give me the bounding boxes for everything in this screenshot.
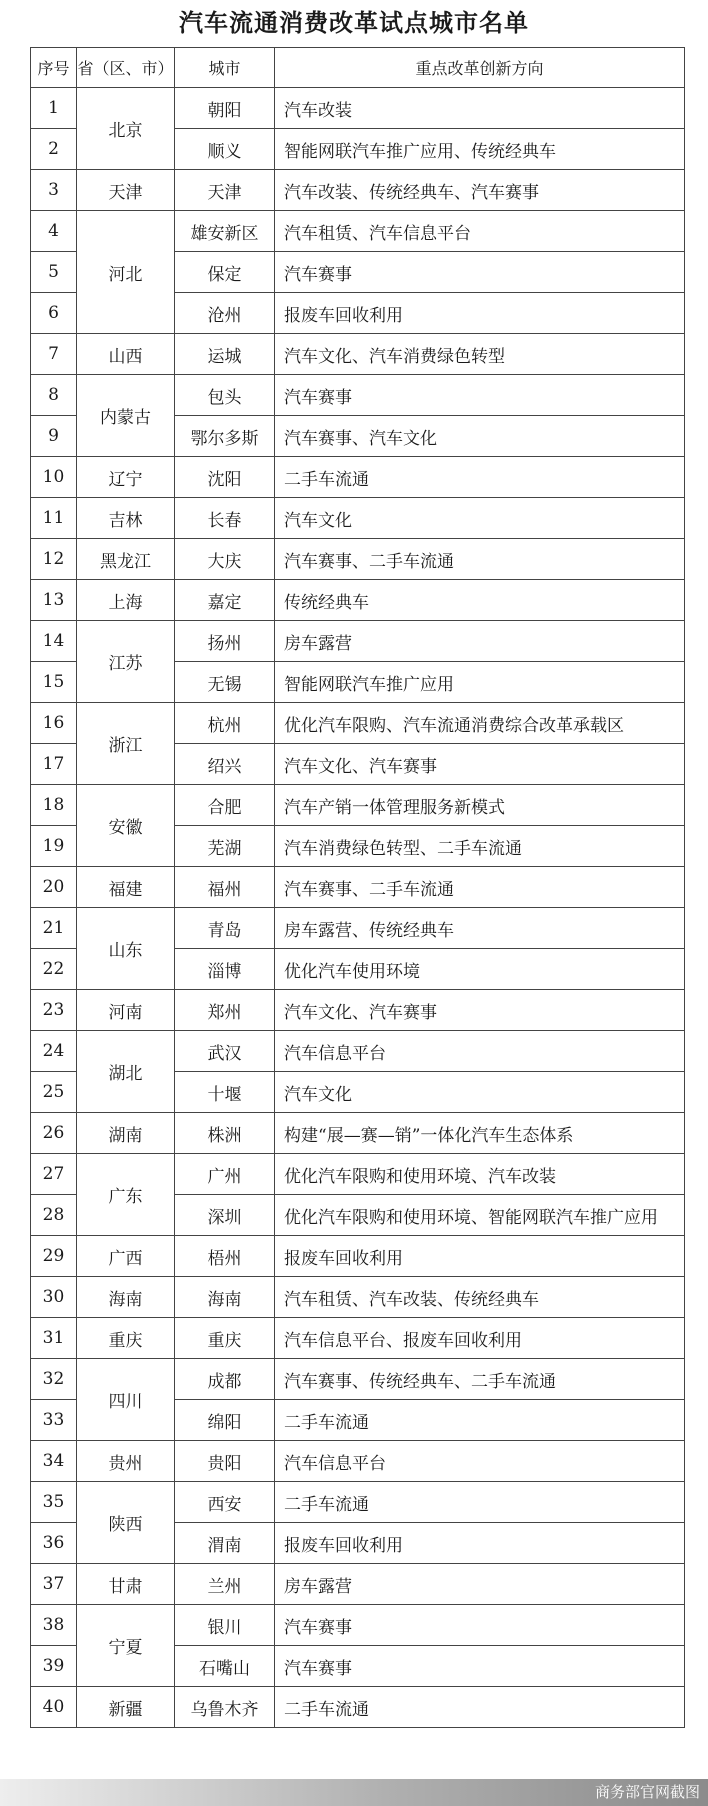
city-cell: 合肥 xyxy=(175,785,275,826)
city-cell: 淄博 xyxy=(175,949,275,990)
direction-cell: 二手车流通 xyxy=(275,1687,685,1728)
row-number: 9 xyxy=(31,416,77,457)
direction-cell: 汽车赛事、二手车流通 xyxy=(275,539,685,580)
direction-cell: 汽车租赁、汽车信息平台 xyxy=(275,211,685,252)
table-row xyxy=(31,580,685,621)
table-row xyxy=(31,1482,685,1523)
direction-cell: 优化汽车限购和使用环境、汽车改装 xyxy=(275,1154,685,1195)
direction-cell: 优化汽车限购和使用环境、智能网联汽车推广应用 xyxy=(275,1195,685,1236)
city-cell: 嘉定 xyxy=(175,580,275,621)
row-number: 17 xyxy=(31,744,77,785)
row-number: 35 xyxy=(31,1482,77,1523)
direction-cell: 汽车消费绿色转型、二手车流通 xyxy=(275,826,685,867)
table-row xyxy=(31,785,685,826)
table-row xyxy=(31,498,685,539)
province-cell: 山东 xyxy=(77,908,175,990)
city-cell: 运城 xyxy=(175,334,275,375)
table-row xyxy=(31,703,685,744)
province-cell: 湖北 xyxy=(77,1031,175,1113)
city-cell: 石嘴山 xyxy=(175,1646,275,1687)
province-cell: 重庆 xyxy=(77,1318,175,1359)
direction-cell: 房车露营 xyxy=(275,621,685,662)
city-cell: 深圳 xyxy=(175,1195,275,1236)
city-cell: 海南 xyxy=(175,1277,275,1318)
city-cell: 十堰 xyxy=(175,1072,275,1113)
row-number: 18 xyxy=(31,785,77,826)
province-cell: 北京 xyxy=(77,88,175,170)
table-row xyxy=(31,375,685,416)
row-number: 30 xyxy=(31,1277,77,1318)
province-cell: 四川 xyxy=(77,1359,175,1441)
city-cell: 乌鲁木齐 xyxy=(175,1687,275,1728)
direction-cell: 优化汽车限购、汽车流通消费综合改革承载区 xyxy=(275,703,685,744)
row-number: 15 xyxy=(31,662,77,703)
direction-cell: 汽车文化 xyxy=(275,1072,685,1113)
direction-cell: 汽车文化、汽车赛事 xyxy=(275,990,685,1031)
row-number: 10 xyxy=(31,457,77,498)
header-direction: 重点改革创新方向 xyxy=(275,48,685,88)
direction-cell: 二手车流通 xyxy=(275,457,685,498)
row-number: 20 xyxy=(31,867,77,908)
row-number: 36 xyxy=(31,1523,77,1564)
row-number: 14 xyxy=(31,621,77,662)
direction-cell: 二手车流通 xyxy=(275,1482,685,1523)
row-number: 2 xyxy=(31,129,77,170)
city-cell: 广州 xyxy=(175,1154,275,1195)
province-cell: 甘肃 xyxy=(77,1564,175,1605)
province-cell: 河北 xyxy=(77,211,175,334)
table-row xyxy=(31,170,685,211)
city-cell: 成都 xyxy=(175,1359,275,1400)
direction-cell: 报废车回收利用 xyxy=(275,293,685,334)
direction-cell: 汽车租赁、汽车改装、传统经典车 xyxy=(275,1277,685,1318)
city-cell: 沈阳 xyxy=(175,457,275,498)
table-row xyxy=(31,334,685,375)
province-cell: 新疆 xyxy=(77,1687,175,1728)
row-number: 39 xyxy=(31,1646,77,1687)
table-row xyxy=(31,1687,685,1728)
row-number: 1 xyxy=(31,88,77,129)
row-number: 7 xyxy=(31,334,77,375)
table-header-row xyxy=(31,48,685,88)
table-row xyxy=(31,621,685,662)
row-number: 12 xyxy=(31,539,77,580)
header-city: 城市 xyxy=(175,48,275,88)
province-cell: 辽宁 xyxy=(77,457,175,498)
province-cell: 安徽 xyxy=(77,785,175,867)
direction-cell: 构建“展—赛—销”一体化汽车生态体系 xyxy=(275,1113,685,1154)
row-number: 11 xyxy=(31,498,77,539)
watermark-text: 商务部官网截图 xyxy=(594,1783,700,1801)
direction-cell: 汽车赛事 xyxy=(275,375,685,416)
row-number: 25 xyxy=(31,1072,77,1113)
table-row xyxy=(31,1113,685,1154)
row-number: 28 xyxy=(31,1195,77,1236)
page-title: 汽车流通消费改革试点城市名单 xyxy=(179,8,529,37)
province-cell: 江苏 xyxy=(77,621,175,703)
province-cell: 广东 xyxy=(77,1154,175,1236)
table-row xyxy=(31,1318,685,1359)
direction-cell: 汽车文化、汽车赛事 xyxy=(275,744,685,785)
row-number: 3 xyxy=(31,170,77,211)
province-cell: 吉林 xyxy=(77,498,175,539)
province-cell: 山西 xyxy=(77,334,175,375)
direction-cell: 智能网联汽车推广应用 xyxy=(275,662,685,703)
direction-cell: 汽车信息平台 xyxy=(275,1031,685,1072)
direction-cell: 报废车回收利用 xyxy=(275,1236,685,1277)
table-row xyxy=(31,1236,685,1277)
direction-cell: 汽车赛事、传统经典车、二手车流通 xyxy=(275,1359,685,1400)
table-row xyxy=(31,1564,685,1605)
direction-cell: 汽车产销一体管理服务新模式 xyxy=(275,785,685,826)
row-number: 27 xyxy=(31,1154,77,1195)
city-cell: 兰州 xyxy=(175,1564,275,1605)
province-cell: 内蒙古 xyxy=(77,375,175,457)
row-number: 16 xyxy=(31,703,77,744)
direction-cell: 汽车文化 xyxy=(275,498,685,539)
city-cell: 武汉 xyxy=(175,1031,275,1072)
city-cell: 渭南 xyxy=(175,1523,275,1564)
city-cell: 福州 xyxy=(175,867,275,908)
city-cell: 朝阳 xyxy=(175,88,275,129)
table-row xyxy=(31,1277,685,1318)
row-number: 23 xyxy=(31,990,77,1031)
city-cell: 顺义 xyxy=(175,129,275,170)
table-row xyxy=(31,908,685,949)
province-cell: 湖南 xyxy=(77,1113,175,1154)
city-cell: 大庆 xyxy=(175,539,275,580)
table-row xyxy=(31,1441,685,1482)
direction-cell: 智能网联汽车推广应用、传统经典车 xyxy=(275,129,685,170)
direction-cell: 汽车赛事 xyxy=(275,252,685,293)
direction-cell: 报废车回收利用 xyxy=(275,1523,685,1564)
direction-cell: 汽车信息平台、报废车回收利用 xyxy=(275,1318,685,1359)
direction-cell: 汽车改装 xyxy=(275,88,685,129)
province-cell: 天津 xyxy=(77,170,175,211)
city-cell: 保定 xyxy=(175,252,275,293)
row-number: 8 xyxy=(31,375,77,416)
direction-cell: 汽车信息平台 xyxy=(275,1441,685,1482)
province-cell: 浙江 xyxy=(77,703,175,785)
city-cell: 无锡 xyxy=(175,662,275,703)
direction-cell: 汽车赛事、二手车流通 xyxy=(275,867,685,908)
row-number: 4 xyxy=(31,211,77,252)
city-cell: 雄安新区 xyxy=(175,211,275,252)
direction-cell: 汽车文化、汽车消费绿色转型 xyxy=(275,334,685,375)
direction-cell: 优化汽车使用环境 xyxy=(275,949,685,990)
city-cell: 天津 xyxy=(175,170,275,211)
row-number: 38 xyxy=(31,1605,77,1646)
city-cell: 芜湖 xyxy=(175,826,275,867)
header-number: 序号 xyxy=(31,48,77,88)
city-cell: 绍兴 xyxy=(175,744,275,785)
city-cell: 西安 xyxy=(175,1482,275,1523)
city-cell: 包头 xyxy=(175,375,275,416)
province-cell: 河南 xyxy=(77,990,175,1031)
row-number: 32 xyxy=(31,1359,77,1400)
table-row xyxy=(31,457,685,498)
city-cell: 杭州 xyxy=(175,703,275,744)
province-cell: 福建 xyxy=(77,867,175,908)
row-number: 29 xyxy=(31,1236,77,1277)
direction-cell: 传统经典车 xyxy=(275,580,685,621)
city-cell: 贵阳 xyxy=(175,1441,275,1482)
row-number: 37 xyxy=(31,1564,77,1605)
province-cell: 宁夏 xyxy=(77,1605,175,1687)
city-cell: 绵阳 xyxy=(175,1400,275,1441)
table-row xyxy=(31,211,685,252)
province-cell: 海南 xyxy=(77,1277,175,1318)
row-number: 6 xyxy=(31,293,77,334)
city-cell: 青岛 xyxy=(175,908,275,949)
table-body xyxy=(31,88,685,1728)
row-number: 34 xyxy=(31,1441,77,1482)
city-cell: 梧州 xyxy=(175,1236,275,1277)
row-number: 21 xyxy=(31,908,77,949)
row-number: 26 xyxy=(31,1113,77,1154)
row-number: 33 xyxy=(31,1400,77,1441)
row-number: 31 xyxy=(31,1318,77,1359)
city-cell: 长春 xyxy=(175,498,275,539)
city-cell: 扬州 xyxy=(175,621,275,662)
city-cell: 株洲 xyxy=(175,1113,275,1154)
province-cell: 上海 xyxy=(77,580,175,621)
row-number: 24 xyxy=(31,1031,77,1072)
watermark-bar xyxy=(0,1779,708,1806)
city-cell: 重庆 xyxy=(175,1318,275,1359)
direction-cell: 房车露营 xyxy=(275,1564,685,1605)
direction-cell: 汽车赛事、汽车文化 xyxy=(275,416,685,457)
province-cell: 黑龙江 xyxy=(77,539,175,580)
table-row xyxy=(31,1605,685,1646)
pilot-city-table xyxy=(30,47,685,1728)
table-row xyxy=(31,1031,685,1072)
province-cell: 广西 xyxy=(77,1236,175,1277)
table-row xyxy=(31,990,685,1031)
row-number: 22 xyxy=(31,949,77,990)
city-cell: 沧州 xyxy=(175,293,275,334)
direction-cell: 房车露营、传统经典车 xyxy=(275,908,685,949)
direction-cell: 汽车赛事 xyxy=(275,1646,685,1687)
header-province: 省（区、市） xyxy=(77,48,175,88)
province-cell: 贵州 xyxy=(77,1441,175,1482)
direction-cell: 二手车流通 xyxy=(275,1400,685,1441)
table-row xyxy=(31,1359,685,1400)
city-cell: 银川 xyxy=(175,1605,275,1646)
row-number: 5 xyxy=(31,252,77,293)
city-cell: 鄂尔多斯 xyxy=(175,416,275,457)
row-number: 40 xyxy=(31,1687,77,1728)
city-cell: 郑州 xyxy=(175,990,275,1031)
direction-cell: 汽车改装、传统经典车、汽车赛事 xyxy=(275,170,685,211)
direction-cell: 汽车赛事 xyxy=(275,1605,685,1646)
table-row xyxy=(31,539,685,580)
table-row xyxy=(31,867,685,908)
row-number: 13 xyxy=(31,580,77,621)
table-row xyxy=(31,88,685,129)
row-number: 19 xyxy=(31,826,77,867)
table-row xyxy=(31,1154,685,1195)
province-cell: 陕西 xyxy=(77,1482,175,1564)
